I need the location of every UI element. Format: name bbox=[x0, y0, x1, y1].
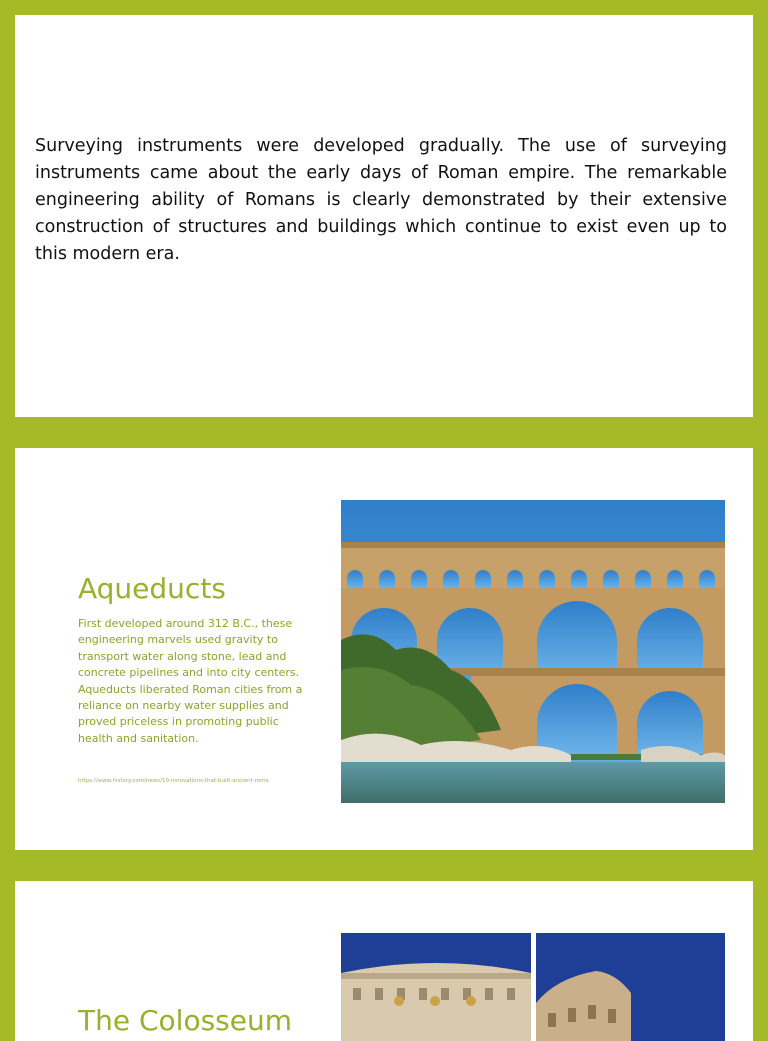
slide-title-aqueducts: Aqueducts bbox=[78, 572, 226, 605]
slide-aqueducts bbox=[15, 448, 753, 850]
aqueducts-description: First developed around 312 B.C., these engineering marvels used gravity to transport water along stone, lead and concrete pipelines and into city centers. Aqueducts liberated Roman cities from a reliance on nearby water supplies and proved priceless in promoting public health and sanitation. bbox=[78, 617, 303, 745]
colosseum-photo bbox=[536, 933, 725, 1041]
colosseum-photo bbox=[341, 933, 531, 1041]
slide-title-colosseum: The Colosseum bbox=[78, 1004, 292, 1037]
source-link[interactable]: https://www.history.com/news/10-innovations-that-built-ancient-rome bbox=[78, 778, 269, 784]
slide-intro bbox=[15, 15, 753, 417]
intro-paragraph: Surveying instruments were developed gradually. The use of surveying instruments came about the early days of Roman empire. The remarkable engineering ability of Romans is clearly demonstrated by their extensive construction of structures and buildings which continue to exist even up to this modern era. bbox=[35, 136, 727, 264]
aqueduct-photo bbox=[341, 500, 725, 803]
slide-colosseum bbox=[15, 881, 753, 1041]
